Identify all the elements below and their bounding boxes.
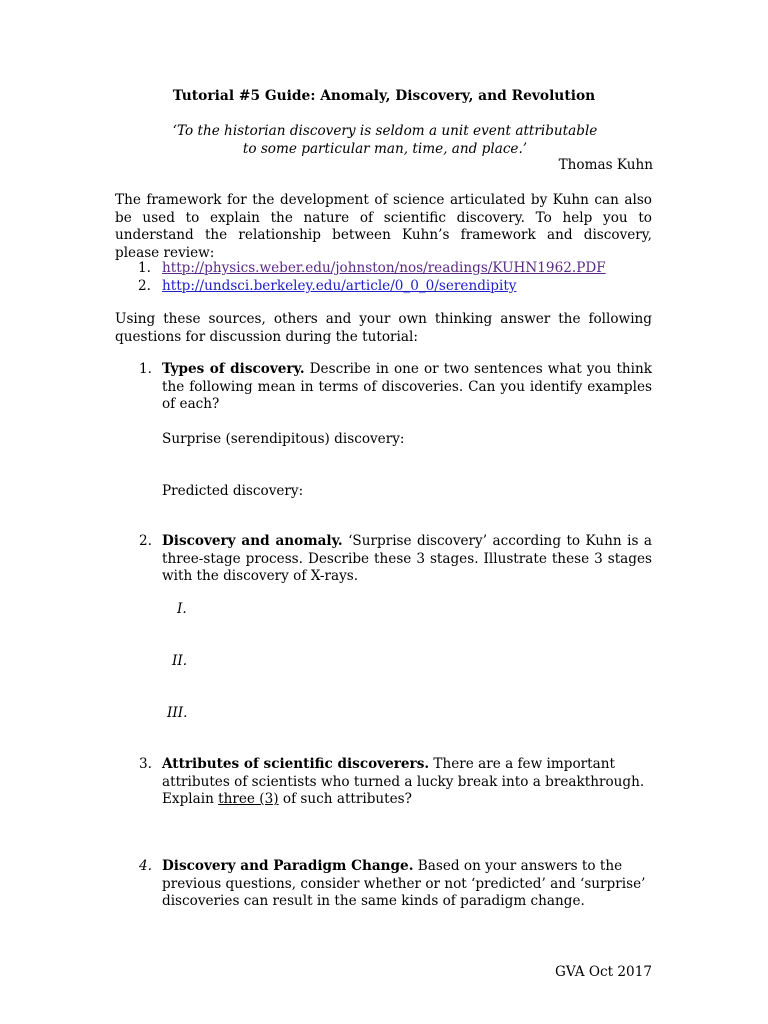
- quote-line-1: ‘To the historian discovery is seldom a unit event attributable: [172, 123, 598, 139]
- question-body: There are a few important attributes of scientists who turned a lucky break into a breakthrough. Explain: [162, 756, 645, 807]
- question-number: 4.: [139, 858, 152, 874]
- intro-paragraph: The framework for the development of science articulated by Kuhn can also be used to explain the nature of scientific discovery. To help you to understand the relationship between Kuhn’s framework and discovery, please review:: [115, 192, 652, 261]
- instructions-paragraph: Using these sources, others and your own thinking answer the following questions for discussion during the tutorial:: [115, 311, 652, 345]
- stage-i-label: I.: [177, 601, 187, 617]
- question-heading: Attributes of scientific discoverers.: [162, 756, 430, 772]
- question-number: 1.: [139, 361, 152, 377]
- reading-links-list: [138, 260, 638, 296]
- stage-ii-label: II.: [172, 653, 188, 669]
- question-body-end: of such attributes?: [278, 791, 412, 807]
- kuhn-reading-link[interactable]: http://physics.weber.edu/johnston/nos/readings/KUHN1962.PDF: [162, 260, 606, 276]
- question-body: Describe in one or two sentences what you think the following mean in terms of discoveries. Can you identify examples of each?: [162, 361, 653, 412]
- question-heading: Types of discovery.: [162, 361, 305, 377]
- question-text: [162, 361, 652, 414]
- quote-line-2: to some particular man, time, and place.’: [242, 140, 528, 157]
- link-item: [138, 260, 638, 278]
- quote-author: Thomas Kuhn: [558, 157, 653, 173]
- question-text: [162, 756, 652, 809]
- link-number: 2.: [138, 278, 151, 294]
- question-number: 2.: [139, 533, 152, 549]
- link-item: [138, 278, 638, 296]
- link-number: 1.: [138, 260, 151, 276]
- page-title: Tutorial #5 Guide: Anomaly, Discovery, and Revolution: [172, 88, 596, 104]
- question-text: [162, 858, 652, 911]
- underlined-count: three (3): [218, 791, 279, 807]
- predicted-discovery-label: Predicted discovery:: [162, 483, 304, 499]
- stage-iii-label: III.: [167, 705, 188, 721]
- footer-signature: GVA Oct 2017: [554, 964, 652, 980]
- question-body: Based on your answers to the previous questions, consider whether or not ‘predicted’ and ‘surprise’ discoveries can result in the same kinds of paradigm change.: [162, 858, 646, 909]
- serendipity-link[interactable]: http://undsci.berkeley.edu/article/0_0_0/serendipity: [162, 278, 517, 294]
- question-heading: Discovery and anomaly.: [162, 533, 343, 549]
- surprise-discovery-label: Surprise (serendipitous) discovery:: [162, 431, 405, 447]
- question-body: ‘Surprise discovery’ according to Kuhn is a three-stage process. Describe these 3 stages. Illustrate these 3 stages with the discovery of X-rays.: [162, 533, 652, 584]
- question-heading: Discovery and Paradigm Change.: [162, 858, 414, 874]
- question-text: [162, 533, 652, 586]
- epigraph-quote: [160, 123, 610, 158]
- question-number: 3.: [139, 756, 152, 772]
